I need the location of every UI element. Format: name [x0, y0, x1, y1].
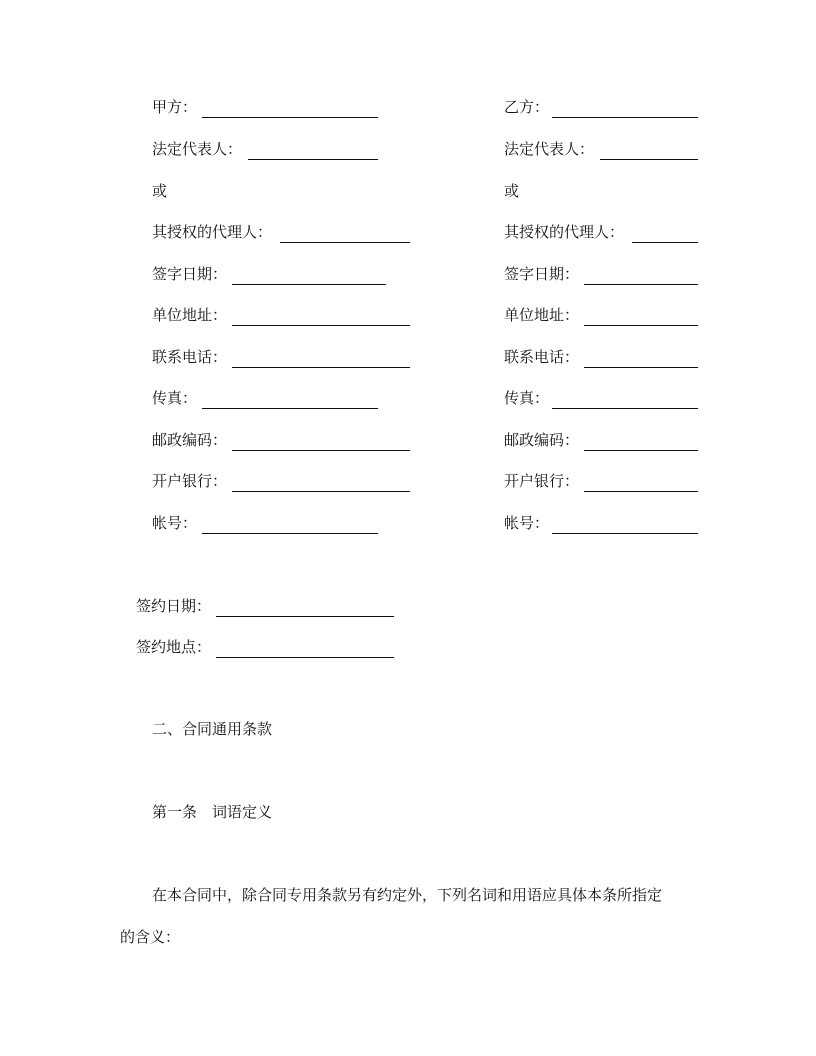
- party-a-agent-label: 其授权的代理人：: [152, 223, 273, 241]
- party-b-fax-blank[interactable]: [552, 408, 698, 409]
- party-b-bank-blank[interactable]: [584, 491, 698, 492]
- party-b-agent-row: [504, 221, 698, 243]
- party-b-address-row: [504, 304, 698, 326]
- party-b-postcode-row: [504, 429, 698, 451]
- party-a-legal-rep-blank[interactable]: [248, 159, 378, 160]
- party-a-postcode-blank[interactable]: [232, 450, 410, 451]
- party-a-address-row: [152, 304, 410, 326]
- contract-place-blank[interactable]: [216, 657, 394, 658]
- definition-paragraph-line-1: 在本合同中，除合同专用条款另有约定外，下列名词和用语应具体本条所指定: [152, 886, 663, 904]
- party-b-legal-rep-blank[interactable]: [600, 159, 698, 160]
- contract-date-row: [136, 595, 394, 617]
- party-b-label: 乙方：: [504, 98, 550, 116]
- party-b-name-row: [504, 96, 698, 118]
- party-b-or-text: 或: [504, 182, 520, 200]
- party-b-postcode-blank[interactable]: [584, 450, 698, 451]
- party-a-sign-date-row: [152, 263, 386, 285]
- party-a-fax-blank[interactable]: [202, 408, 378, 409]
- party-a-or-text: 或: [152, 182, 168, 200]
- party-b-phone-blank[interactable]: [584, 367, 698, 368]
- party-a-fax-label: 传真：: [152, 389, 198, 407]
- party-a-bank-row: [152, 470, 410, 492]
- contract-date-label: 签约日期：: [136, 597, 212, 615]
- party-a-phone-row: [152, 346, 410, 368]
- party-b-sign-date-label: 签字日期：: [504, 265, 580, 283]
- party-a-bank-blank[interactable]: [232, 491, 410, 492]
- party-b-or-row: [504, 180, 519, 202]
- party-b-name-blank[interactable]: [552, 117, 698, 118]
- party-b-bank-row: [504, 470, 698, 492]
- party-a-label: 甲方：: [152, 98, 198, 116]
- party-a-postcode-row: [152, 429, 410, 451]
- party-a-address-blank[interactable]: [232, 325, 410, 326]
- party-a-sign-date-label: 签字日期：: [152, 265, 228, 283]
- party-b-account-row: [504, 512, 698, 534]
- party-b-address-blank[interactable]: [584, 325, 698, 326]
- article-title: 第一条 词语定义: [152, 803, 273, 821]
- party-a-account-blank[interactable]: [202, 533, 378, 534]
- party-b-phone-row: [504, 346, 698, 368]
- party-a-phone-blank[interactable]: [232, 367, 410, 368]
- party-b-legal-rep-label: 法定代表人：: [504, 140, 595, 158]
- party-b-sign-date-blank[interactable]: [584, 284, 698, 285]
- party-a-postcode-label: 邮政编码：: [152, 431, 228, 449]
- party-b-fax-label: 传真：: [504, 389, 550, 407]
- party-a-legal-rep-row: [152, 138, 378, 160]
- party-a-legal-rep-label: 法定代表人：: [152, 140, 243, 158]
- party-b-account-blank[interactable]: [552, 533, 698, 534]
- party-b-legal-rep-row: [504, 138, 698, 160]
- party-a-phone-label: 联系电话：: [152, 348, 228, 366]
- definition-paragraph-line-2: 的含义：: [120, 928, 181, 946]
- party-a-account-row: [152, 512, 378, 534]
- party-a-sign-date-blank[interactable]: [232, 284, 386, 285]
- party-a-name-blank[interactable]: [202, 117, 378, 118]
- party-b-address-label: 单位地址：: [504, 306, 580, 324]
- party-a-agent-row: [152, 221, 410, 243]
- party-a-bank-label: 开户银行：: [152, 472, 228, 490]
- party-b-account-label: 帐号：: [504, 514, 550, 532]
- party-a-address-label: 单位地址：: [152, 306, 228, 324]
- contract-place-row: [136, 636, 394, 658]
- party-b-fax-row: [504, 387, 698, 409]
- party-b-postcode-label: 邮政编码：: [504, 431, 580, 449]
- contract-place-label: 签约地点：: [136, 638, 212, 656]
- party-b-agent-label: 其授权的代理人：: [504, 223, 625, 241]
- party-a-name-row: [152, 96, 378, 118]
- contract-date-blank[interactable]: [216, 616, 394, 617]
- party-a-fax-row: [152, 387, 378, 409]
- party-b-sign-date-row: [504, 263, 698, 285]
- party-b-bank-label: 开户银行：: [504, 472, 580, 490]
- party-a-agent-blank[interactable]: [280, 242, 410, 243]
- section-heading: 二、合同通用条款: [152, 720, 273, 738]
- party-a-account-label: 帐号：: [152, 514, 198, 532]
- party-a-or-row: [152, 180, 167, 202]
- party-b-agent-blank[interactable]: [632, 242, 698, 243]
- party-b-phone-label: 联系电话：: [504, 348, 580, 366]
